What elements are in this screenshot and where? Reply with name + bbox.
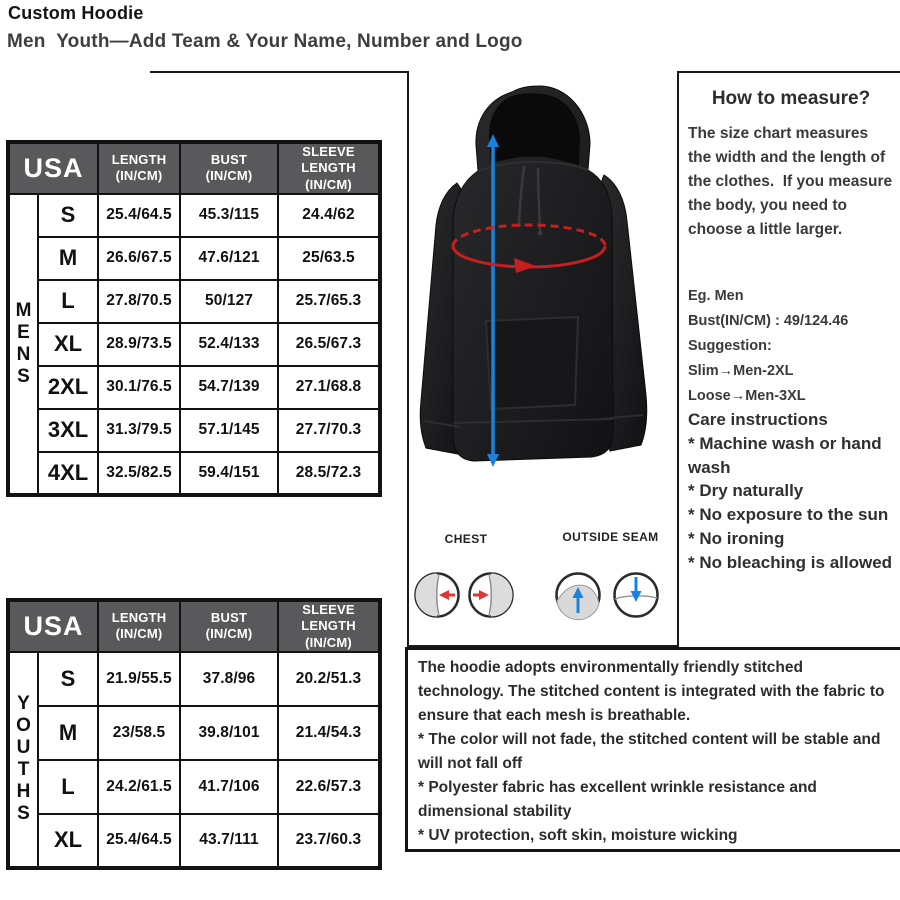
cell-sleeve: 20.2/51.3: [278, 652, 380, 706]
chest-measure-icon-right: [470, 574, 513, 617]
cell-size: 2XL: [38, 366, 98, 409]
description-bullet: * Polyester fabric has excellent wrinkle resistance and dimensional stability: [418, 779, 817, 821]
group-label-cell: MENS: [8, 194, 38, 495]
cell-length: 26.6/67.5: [98, 237, 180, 280]
size-row: [8, 706, 380, 760]
cell-sleeve: 27.1/68.8: [278, 366, 380, 409]
region-header: USA: [8, 142, 98, 194]
cell-size: XL: [38, 323, 98, 366]
how-to-measure-heading: How to measure?: [711, 88, 871, 109]
cell-bust: 47.6/121: [180, 237, 278, 280]
cell-bust: 50/127: [180, 280, 278, 323]
size-row: [8, 323, 380, 366]
care-item: * No bleaching is allowed: [688, 552, 893, 572]
hoodie-photo-panel: [407, 71, 679, 647]
mens-size-table: [6, 140, 382, 497]
cell-length: 25.4/64.5: [98, 194, 180, 237]
product-description-box: [405, 647, 900, 852]
cell-bust: 39.8/101: [180, 706, 278, 760]
page-subtitle: Men Youth—Add Team & Your Name, Number and Logo: [7, 31, 523, 52]
cell-size: 3XL: [38, 409, 98, 452]
cell-sleeve: 22.6/57.3: [278, 760, 380, 814]
size-row: [8, 409, 380, 452]
description-bullet: * UV protection, soft skin, moisture wicking: [418, 827, 738, 845]
cell-size: XL: [38, 814, 98, 868]
care-item: * No ironing: [688, 528, 785, 548]
care-instructions-block: [688, 408, 898, 575]
cell-size: M: [38, 237, 98, 280]
outside-seam-diagram-label: OUTSIDE SEAM: [562, 530, 659, 544]
care-item: * Dry naturally: [688, 481, 804, 501]
cell-bust: 41.7/106: [180, 760, 278, 814]
cell-bust: 57.1/145: [180, 409, 278, 452]
description-intro: The hoodie adopts environmentally friendly stitched technology. The stitched content is integrated with the fabric to ensure that each mesh is breathable.: [418, 659, 885, 725]
size-suggestion-block: [688, 284, 896, 409]
example-line: Loose→Men-3XL: [688, 387, 806, 404]
group-label-cell: YOUTHS: [8, 652, 38, 868]
col-header-length: LENGTH (IN/CM): [98, 600, 180, 652]
cell-sleeve: 27.7/70.3: [278, 409, 380, 452]
cell-length: 32.5/82.5: [98, 452, 180, 495]
cell-sleeve: 23.7/60.3: [278, 814, 380, 868]
cell-bust: 52.4/133: [180, 323, 278, 366]
cell-size: L: [38, 280, 98, 323]
cell-sleeve: 26.5/67.3: [278, 323, 380, 366]
drawstring-tip: [538, 231, 543, 236]
table-header-row: [8, 600, 380, 652]
col-header-bust: BUST (IN/CM): [180, 600, 278, 652]
care-item: * No exposure to the sun: [688, 505, 889, 525]
cell-size: L: [38, 760, 98, 814]
chest-diagram-label: CHEST: [444, 532, 488, 546]
care-heading: Care instructions: [688, 410, 828, 429]
how-to-measure-intro: The size chart measures the width and the length of the clothes. If you measure the body, you need to choose a little larger.: [688, 125, 897, 239]
cell-sleeve: 21.4/54.3: [278, 706, 380, 760]
size-row: [8, 652, 380, 706]
region-header: USA: [8, 600, 98, 652]
cell-bust: 54.7/139: [180, 366, 278, 409]
table-header-row: [8, 142, 380, 194]
example-line: Bust(IN/CM) : 49/124.46: [688, 312, 849, 329]
cell-bust: 43.7/111: [180, 814, 278, 868]
cell-length: 23/58.5: [98, 706, 180, 760]
cell-sleeve: 25/63.5: [278, 237, 380, 280]
cell-length: 21.9/55.5: [98, 652, 180, 706]
cell-length: 24.2/61.5: [98, 760, 180, 814]
cell-bust: 45.3/115: [180, 194, 278, 237]
size-row: [8, 366, 380, 409]
size-row: [8, 237, 380, 280]
youths-size-table: [6, 598, 382, 870]
cell-sleeve: 25.7/65.3: [278, 280, 380, 323]
example-line: Suggestion:: [688, 337, 772, 354]
cell-length: 30.1/76.5: [98, 366, 180, 409]
size-row: [8, 452, 380, 495]
cell-length: 25.4/64.5: [98, 814, 180, 868]
cell-size: S: [38, 652, 98, 706]
size-row: [8, 760, 380, 814]
size-row: [8, 814, 380, 868]
col-header-bust: BUST (IN/CM): [180, 142, 278, 194]
size-row: [8, 194, 380, 237]
page-title: Custom Hoodie: [8, 3, 144, 23]
cell-size: 4XL: [38, 452, 98, 495]
hoodie-photo: [409, 71, 681, 645]
cell-sleeve: 24.4/62: [278, 194, 380, 237]
col-header-sleeve: SLEEVE LENGTH (IN/CM): [278, 142, 380, 194]
cell-length: 31.3/79.5: [98, 409, 180, 452]
cell-sleeve: 28.5/72.3: [278, 452, 380, 495]
example-line: Eg. Men: [688, 288, 744, 304]
size-row: [8, 280, 380, 323]
col-header-length: LENGTH (IN/CM): [98, 142, 180, 194]
outside-seam-icon-up: [557, 574, 600, 620]
cell-length: 27.8/70.5: [98, 280, 180, 323]
cell-size: S: [38, 194, 98, 237]
outside-seam-icon-down: [615, 574, 658, 617]
cell-bust: 59.4/151: [180, 452, 278, 495]
col-header-sleeve: SLEEVE LENGTH (IN/CM): [278, 600, 380, 652]
kangaroo-pocket: [486, 317, 578, 409]
cell-size: M: [38, 706, 98, 760]
cell-length: 28.9/73.5: [98, 323, 180, 366]
cell-bust: 37.8/96: [180, 652, 278, 706]
description-bullet: * The color will not fade, the stitched content will be stable and will not fall off: [418, 731, 881, 773]
example-line: Slim→Men-2XL: [688, 362, 794, 379]
care-item: * Machine wash or hand wash: [688, 433, 882, 477]
chest-measure-icon-left: [416, 574, 459, 617]
